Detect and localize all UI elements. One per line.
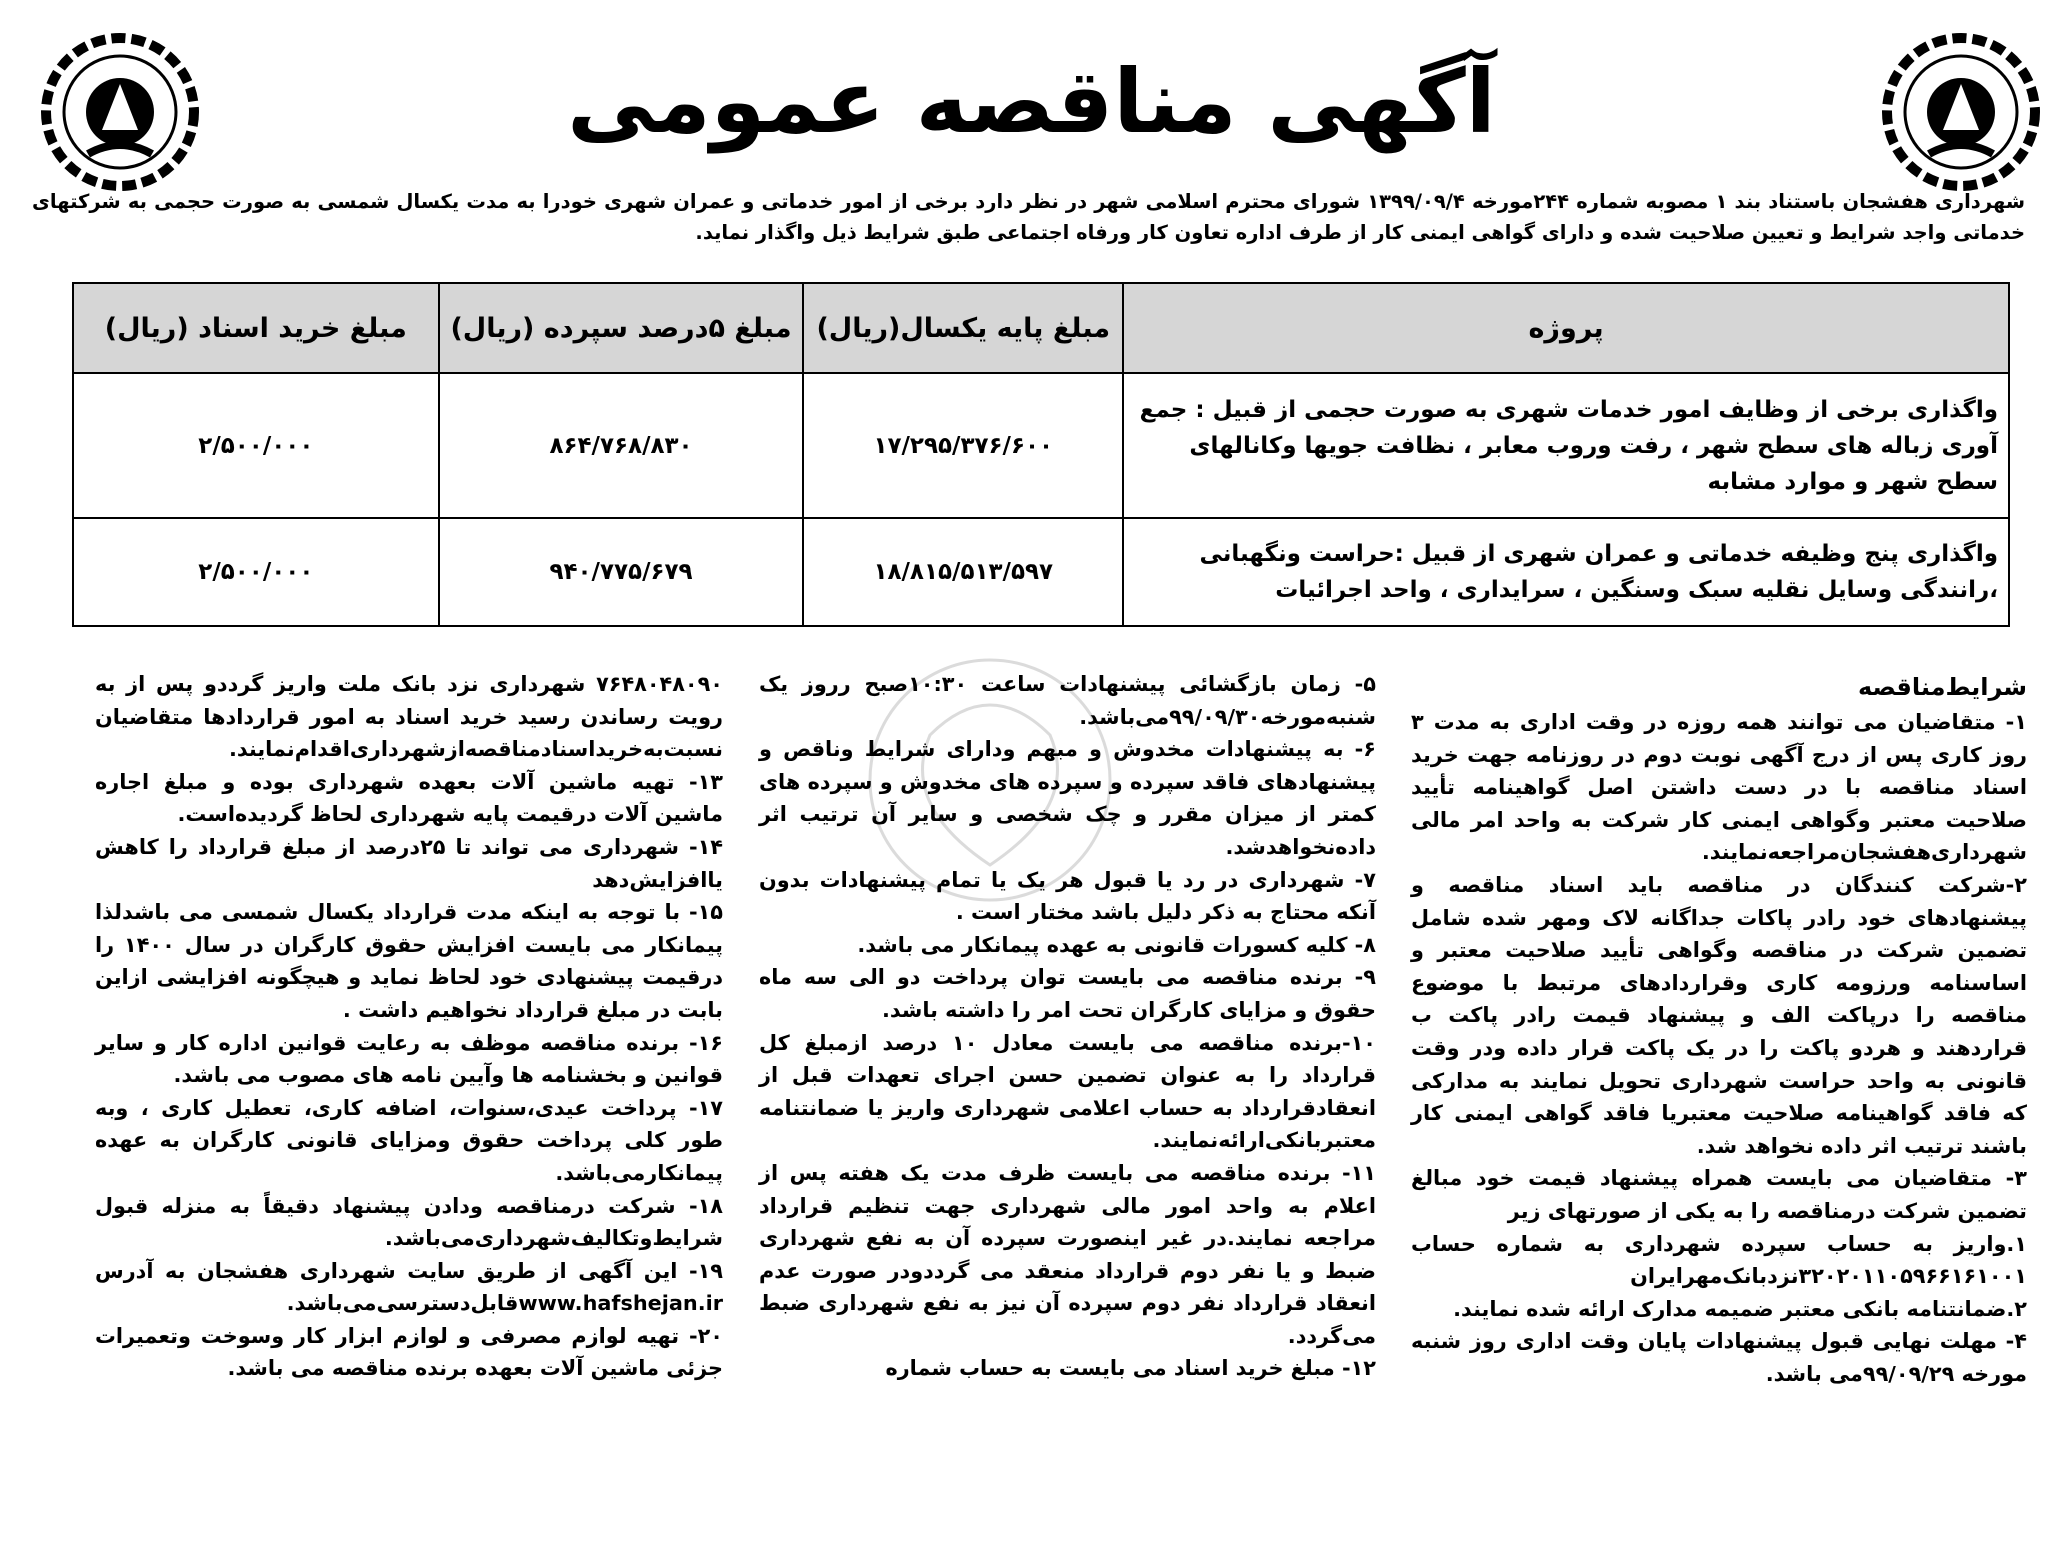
- condition-item: ۱۲- مبلغ خرید اسناد می بایست به حساب شماره: [885, 1356, 1376, 1381]
- table-row: [73, 373, 2009, 518]
- condition-item: ۱۴- شهرداری می تواند تا ۲۵درصد از مبلغ قرارداد را کاهش یاافزایش‌دهد: [95, 834, 723, 892]
- project-description: واگذاری پنج وظیفه خدماتی و عمران شهری از قبیل :حراست ونگهبانی ،رانندگی وسایل نقلیه سبک وسنگین ، سرایداری ، واحد اجرائیات: [1123, 518, 2009, 626]
- table-row: [73, 518, 2009, 626]
- condition-item: ۱۰-برنده مناقصه می بایست معادل ۱۰ درصد ازمبلغ کل قرارداد را به عنوان تضمین حسن اجرای تعهدات قبل از انعقادقرارداد به حساب اعلامی شهرداری واریز یا ضمانتنامه معتبربانکی‌ارائه‌نمایند.: [759, 1030, 1376, 1153]
- condition-item: ۵- زمان بازگشائی پیشنهادات ساعت ۱۰:۳۰صبح رروز یک شنبه‌مورخه۹۹/۰۹/۳۰می‌باشد.: [759, 672, 1376, 729]
- projects-table: [72, 282, 2010, 627]
- condition-item: ۱۹- این آگهی از طریق سایت شهرداری هفشجان به آدرس www.hafshejan.irقابل‌دسترسی‌می‌باشد.: [95, 1258, 723, 1316]
- header-docs-amount: مبلغ خرید اسناد (ریال): [73, 283, 439, 373]
- header-project: پروژه: [1123, 283, 2009, 373]
- project-description: واگذاری برخی از وظایف امور خدمات شهری به صورت حجمی از قبیل : جمع آوری زباله های سطح شهر ، رفت وروب معابر ، نظافت جویها وکانالهای سطح شهر و موارد مشابه: [1123, 373, 2009, 518]
- deposit-amount: ۹۴۰/۷۷۵/۶۷۹: [439, 518, 804, 626]
- intro-paragraph: شهرداری هفشجان باستناد بند ۱ مصوبه شماره ۲۴۴مورخه ۱۳۹۹/۰۹/۴ شورای محترم اسلامی شهر در نظر دارد برخی از امور خدماتی و عمران شهری خودرا به مدت یکسال شمسی به صورت حجمی به شرکتهای خدماتی واجد شرایط و تعیین صلاحیت شده و دارای گواهی ایمنی کار از طرف اداره تعاون کار ورفاه اجتماعی طبق شرایط ذیل واگذار نماید.: [32, 190, 2025, 244]
- base-amount: ۱۸/۸۱۵/۵۱۳/۵۹۷: [803, 518, 1123, 626]
- condition-item: ۱- متقاضیان می توانند همه روزه در وقت اداری به مدت ۳ روز کاری پس از درج آگهی نوبت دوم در روزنامه جهت خرید اسناد مناقصه با در دست داشتن اصل گواهینامه تأیید صلاحیت معتبر وگواهی ایمنی کار شرکت به واحد امر مالی شهرداری‌هفشجان‌مراجعه‌نمایند.: [1411, 710, 2027, 865]
- header-base-amount: مبلغ پایه یکسال(ریال): [803, 283, 1123, 373]
- base-amount: ۱۷/۲۹۵/۳۷۶/۶۰۰: [803, 373, 1123, 518]
- conditions-heading: شرایط‌مناقصه: [1857, 673, 2027, 701]
- condition-item: ۷۶۴۸۰۴۸۰۹۰ شهرداری نزد بانک ملت واریز گرددو پس از به رویت رساندن رسید خرید اسناد به امور قراردادها متقاضیان نسبت‌به‌خریداسنادمناقصه‌ازشهرداری‌اقدام‌نمایند.: [95, 672, 723, 762]
- condition-item: ۱۵- با توجه به اینکه مدت قرارداد یکسال شمسی می باشدلذا پیمانکار می بایست افزایش حقوق کارگران در سال ۱۴۰۰ را درقیمت پیشنهادی خود لحاظ نماید و هیچگونه افزایشی ازاین بابت در مبلغ قرارداد نخواهیم داشت .: [95, 900, 723, 1022]
- page-title: آگهی مناقصه عمومی: [567, 50, 1496, 153]
- conditions-column-1: [1411, 668, 2027, 1390]
- condition-item: ۴- مهلت نهایی قبول پیشنهادات پایان وقت اداری روز شنبه مورخه ۹۹/۰۹/۲۹می باشد.: [1411, 1329, 2027, 1386]
- header-deposit-amount: مبلغ ۵درصد سپرده (ریال): [439, 283, 804, 373]
- condition-item: ۱۶- برنده مناقصه موظف به رعایت قوانین اداره کار و سایر قوانین و بخشنامه ها وآیین نامه های مصوب می باشد.: [95, 1030, 723, 1088]
- deposit-amount: ۸۶۴/۷۶۸/۸۳۰: [439, 373, 804, 518]
- condition-item: ۸- کلیه کسورات قانونی به عهده پیمانکار می باشد.: [857, 932, 1376, 957]
- condition-item: ۶- به پیشنهادات مخدوش و مبهم ودارای شرایط وناقص و پیشنهادهای فاقد سپرده و سپرده های مخدوش و سپرده های کمتر از میزان مقرر و چک شخصی و سایر آن ترتیب اثر داده‌نخواهدشد.: [759, 737, 1376, 859]
- condition-item: ۱۸- شرکت درمناقصه ودادن پیشنهاد دقیقاً به منزله قبول شرایط‌وتکالیف‌شهرداری‌می‌باشد.: [95, 1193, 723, 1251]
- docs-amount: ۲/۵۰۰/۰۰۰: [73, 518, 439, 626]
- condition-item: ۱۱- برنده مناقصه می بایست ظرف مدت یک هفته پس از اعلام به واحد امور مالی شهرداری جهت تنظیم قرارداد مراجعه نمایند.در غیر اینصورت سپرده آن به نفع شهرداری ضبط و یا نفر دوم قرارداد منعقد می گرددودر صورت عدم انعقاد قرارداد نفر دوم سپرده آن نیز به نفع شهرداری ضبط می‌گردد.: [759, 1160, 1376, 1348]
- condition-item: ۲۰- تهیه لوازم مصرفی و لوازم ابزار کار وسوخت وتعمیرات جزئی ماشین آلات بعهده برنده مناقصه می باشد.: [95, 1323, 723, 1381]
- docs-amount: ۲/۵۰۰/۰۰۰: [73, 373, 439, 518]
- conditions-column-3: [95, 668, 723, 1385]
- condition-item: ۷- شهرداری در رد یا قبول هر یک یا تمام پیشنهادات بدون آنکه محتاج به ذکر دلیل باشد مختار است .: [759, 867, 1376, 925]
- condition-item: ۱.واریز به حساب سپرده شهرداری به شماره حساب ۳۲۰۲۰۱۱۰۵۹۶۶۱۶۱۰۰۱نزدبانک‌مهرایران: [1411, 1231, 2027, 1289]
- condition-item: ۱۷- پرداخت عیدی،سنوات، اضافه کاری، تعطیل کاری ، وبه طور کلی پرداخت حقوق ومزایای قانونی کارگران به عهده پیمانکارمی‌باشد.: [95, 1095, 723, 1185]
- condition-item: ۲-شرکت کنندگان در مناقصه باید اسناد مناقصه و پیشنهادهای خود رادر پاکات جداگانه لاک ومهر شده شامل تضمین شرکت در مناقصه وگواهی تأیید صلاحیت معتبر و اساسنامه ورزومه کاری وقراردادهای مرتبط با موضوع مناقصه را درپاکت الف و پیشنهاد قیمت رادر پاکت ب قراردهند و هردو پاکت را در یک پاکت قرار داده ودر وقت قانونی به واحد حراست شهرداری تحویل نمایند به مدارکی که فاقد گواهینامه صلاحیت معتبریا فاقد گواهی ایمنی کار باشند ترتیب اثر داده نخواهد شد.: [1411, 872, 2027, 1158]
- condition-item: ۹- برنده مناقصه می بایست توان پرداخت دو الی سه ماه حقوق و مزایای کارگران تحت امر را داشته باشد.: [759, 965, 1376, 1022]
- conditions-column-2: [759, 668, 1376, 1385]
- condition-item: ۱۳- تهیه ماشین آلات بعهده شهرداری بوده و مبلغ اجاره ماشین آلات درقیمت پایه شهرداری لحاظ گردیده‌است.: [95, 769, 723, 827]
- table-header-row: [73, 283, 2009, 373]
- condition-item: ۳- متقاضیان می بایست همراه پیشنهاد قیمت خود مبالغ تضمین شرکت درمناقصه را به یکی از صورتهای زیر: [1411, 1166, 2027, 1223]
- condition-item: ۲.ضمانتنامه بانکی معتبر ضمیمه مدارک ارائه شده نمایند.: [1453, 1296, 2027, 1321]
